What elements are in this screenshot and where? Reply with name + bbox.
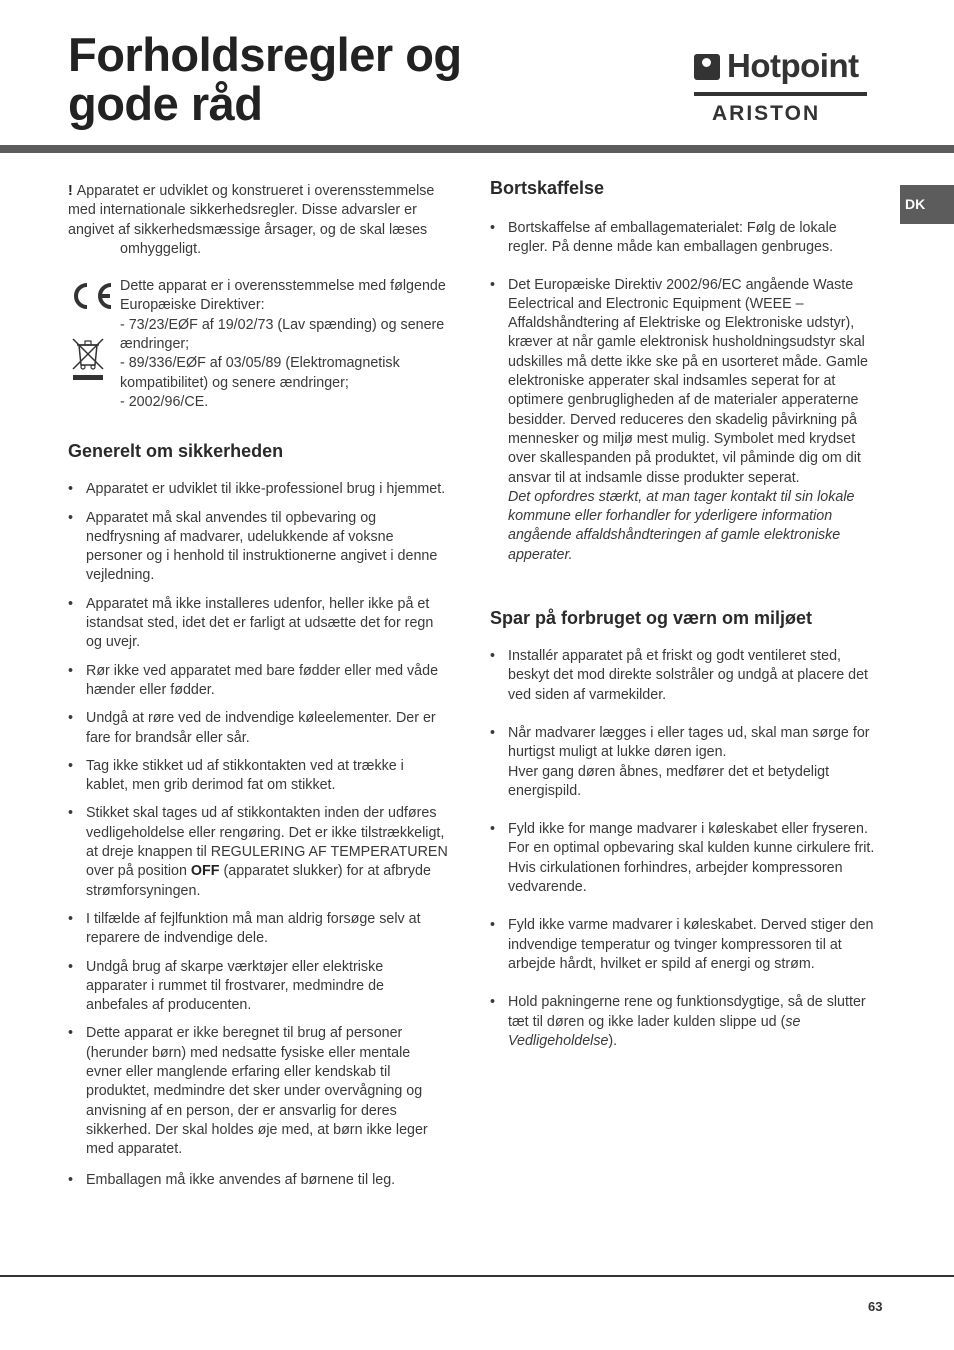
list-item: • Apparatet er udviklet til ikke-professionel brug i hjemmet. — [68, 480, 448, 499]
footer-divider — [0, 1275, 954, 1277]
weee-note: Det opfordres stærkt, at man tager kontakt til sin lokale kommune eller forhandler for yderligere information angående affaldshåndteringen af gamle elektroniske apperater. — [508, 488, 855, 563]
list-item-text: ). — [608, 1032, 618, 1049]
list-item-text: Stikket skal tages ud af stikkontakten inden der udføres vedligeholdelse eller rengøring. Det er ikke tilstrækkeligt, at dreje knappen til REGULERING AF TEMPERATUREN over på position — [86, 805, 448, 880]
compliance-line-4: - 2002/96/CE. — [120, 393, 209, 410]
list-item — [490, 993, 878, 1051]
list-item — [490, 276, 878, 565]
language-tab: DK — [900, 185, 954, 224]
compliance-line-3: - 89/336/EØF af 03/05/89 (Elektromagnetisk kompatibilitet) og senere ændringer; — [120, 355, 400, 391]
header-divider-bar — [0, 145, 954, 153]
bortskaffelse-list — [490, 219, 878, 565]
left-column — [68, 182, 448, 1200]
intro-text-end: omhyggeligt. — [120, 240, 202, 257]
list-item: • I tilfælde af fejlfunktion må man aldrig forsøge selv at reparere de indvendige dele. — [68, 910, 448, 949]
section-heading-bortskaffelse: Bortskaffelse — [490, 178, 605, 198]
list-item: • Undgå at røre ved de indvendige køleelementer. Der er fare for brandsår eller sår. — [68, 709, 448, 748]
list-item-text: (apparatet slukker) for at afbryde strømforsyningen. — [86, 863, 431, 899]
list-item: • Emballagen må ikke anvendes af børnene til leg. — [68, 1171, 448, 1190]
off-label: OFF — [190, 863, 220, 880]
list-item: • Undgå brug af skarpe værktøjer eller elektriske apparater i rummet til frostvarer, medmindre de anbefales af producenten. — [68, 958, 448, 1016]
section-heading-generelt: Generelt om sikkerheden — [68, 441, 284, 462]
warning-mark: ! — [68, 183, 73, 199]
list-item: • Rør ikke ved apparatet med bare fødder eller med våde hænder eller fødder. — [68, 662, 448, 701]
ce-mark-icon — [68, 281, 114, 311]
brand-ariston: ARISTON — [712, 102, 821, 125]
list-item: • Apparatet må skal anvendes til opbevaring og nedfrysning af madvarer, udelukkende af voksne personer og i henhold til instruktionerne angivet i denne vejledning. — [68, 509, 448, 586]
page-number: 63 — [868, 1299, 883, 1314]
list-item — [68, 804, 448, 900]
right-column — [490, 177, 878, 1070]
list-item-text: Det Europæiske Direktiv 2002/96/EC angående Waste Eelectrical and Electronic Equipment (WEEE – Affaldshåndtering af Elektriske og Elektroniske udstyr), kræver at når gamle elektronisk husholdningsudstyr skal udskilles må dette ikke ske på en usorteret måde. Gamle elektroniske apperater skal indsamles seperat for at optimere genbrugligheden af de materialer apperaterne besidder. Derved reduceres den skadelig påvirkning på mennesker og miljø mest mulig. Symbolet med krydset over skallespanden på produktet, vil påminde dig om dit ansvar til at indsamle disse produkter seperat. — [508, 276, 868, 486]
list-item: • Bortskaffelse af emballagematerialet: Følg de lokale regler. På denne måde kan emballagen genbruges. — [490, 219, 878, 258]
section-heading-spar: Spar på forbruget og værn om miljøet — [490, 608, 813, 629]
compliance-line-1: Dette apparat er i overensstemmelse med følgende Europæiske Direktiver: — [120, 278, 446, 314]
cross-reference: se Vedligeholdelse — [508, 1013, 801, 1049]
intro-paragraph — [68, 182, 448, 259]
intro-text: Apparatet er udviklet og konstrueret i overensstemmelse med internationale sikkerhedsregler. Disse advarsler er angivet af sikkerhedsmæssige årsager, og de skal læses — [68, 183, 435, 238]
list-item-text: • Når madvarer lægges i eller tages ud, skal man sørge for hurtigst muligt at lukke døren igen. — [508, 724, 870, 761]
brand-logo — [694, 47, 868, 126]
list-item: • Dette apparat er ikke beregnet til brug af personer (herunder børn) med nedsatte fysiske eller mentale evner eller manglende erfaring eller kendskab til produktet, medmindre det sker under overvågning og anvisning af en person, der er ansvarlig for deres sikkerhed. Der skal holdes øje med, at børn ikke leger med apparatet. — [68, 1024, 448, 1159]
compliance-block — [68, 277, 448, 412]
list-item: • Fyld ikke varme madvarer i køleskabet. Derved stiger den indvendige temperatur og tvinger kompressoren til at arbejde hårdt, hvilket er spild af energi og strøm. — [490, 916, 878, 974]
list-item — [490, 724, 878, 801]
list-item-text: Hold pakningerne rene og funktionsdygtige, så de slutter tæt til døren og ikke lader kulden slippe ud ( — [508, 994, 866, 1030]
spar-list — [490, 647, 878, 1051]
list-item: • Fyld ikke for mange madvarer i køleskabet eller fryseren. For en optimal opbevaring skal kulden kunne cirkulere frit. Hvis cirkulationen forhindres, arbejder kompressoren vedvarende. — [490, 820, 878, 897]
page-title — [68, 30, 462, 128]
brand-divider — [694, 92, 867, 96]
list-item: • Apparatet må ikke installeres udenfor, heller ikke på et istandsat sted, idet det er farligt at udsætte det for regn og uvejr. — [68, 595, 448, 653]
compliance-line-2: - 73/23/EØF af 19/02/73 (Lav spænding) og senere ændringer; — [120, 316, 445, 353]
list-item-text: Hver gang døren åbnes, medfører det et betydeligt energispild. — [508, 763, 830, 799]
page-title-line-1: Forholdsregler og — [68, 28, 462, 81]
page-title-line-2: gode råd — [68, 77, 263, 130]
list-item: • Installér apparatet på et friskt og godt ventileret sted, beskyt det mod direkte solstråler og undgå at placere det ved siden af varmekilder. — [490, 647, 878, 705]
brand-hotpoint: Hotpoint — [727, 47, 859, 84]
generelt-list — [68, 480, 448, 1191]
list-item: • Tag ikke stikket ud af stikkontakten ved at trække i kablet, men grib derimod fat om stikket. — [68, 757, 448, 796]
weee-bin-icon — [71, 335, 105, 381]
hotpoint-mark-icon — [694, 54, 720, 80]
